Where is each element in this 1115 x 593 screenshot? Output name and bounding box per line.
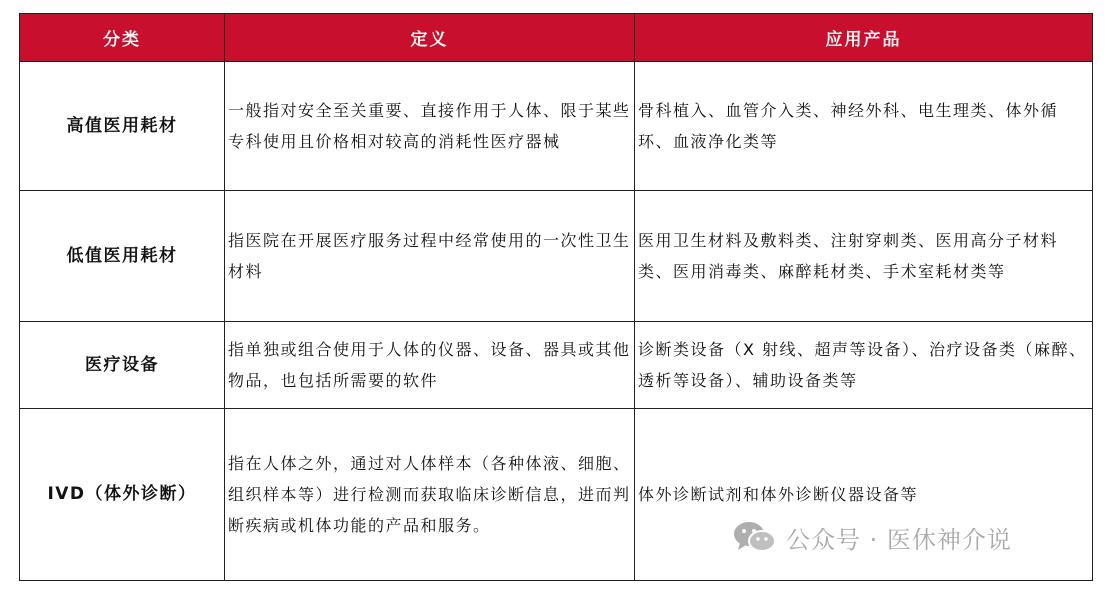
- header-category: 分类: [20, 14, 225, 62]
- row-definition: 一般指对安全至关重要、直接作用于人体、限于某些专科使用且价格相对较高的消耗性医疗器械: [225, 62, 635, 191]
- row-products: 骨科植入、血管介入类、神经外科、电生理类、体外循环、血液净化类等: [635, 62, 1093, 191]
- header-row: [20, 14, 1093, 62]
- wechat-icon: [732, 520, 778, 554]
- classification-table: [19, 13, 1093, 581]
- table-row: [20, 322, 1093, 409]
- header-products: 应用产品: [635, 14, 1093, 62]
- row-products: 医用卫生材料及敷料类、注射穿刺类、医用高分子材料类、医用消毒类、麻醉耗材类、手术室耗材类等: [635, 191, 1093, 322]
- row-definition: 指在人体之外，通过对人体样本（各种体液、细胞、组织样本等）进行检测而获取临床诊断信息，进而判断疾病或机体功能的产品和服务。: [225, 409, 635, 581]
- table-row: [20, 191, 1093, 322]
- row-products: 诊断类设备（X 射线、超声等设备）、治疗设备类（麻醉、透析等设备）、辅助设备类等: [635, 322, 1093, 409]
- row-category: 低值医用耗材: [20, 191, 225, 322]
- row-products: 体外诊断试剂和体外诊断仪器设备等: [635, 409, 1093, 581]
- table-row: [20, 62, 1093, 191]
- row-definition: 指医院在开展医疗服务过程中经常使用的一次性卫生材料: [225, 191, 635, 322]
- row-definition: 指单独或组合使用于人体的仪器、设备、器具或其他物品，也包括所需要的软件: [225, 322, 635, 409]
- header-definition: 定义: [225, 14, 635, 62]
- row-category: 医疗设备: [20, 322, 225, 409]
- watermark: [732, 518, 1012, 556]
- watermark-text: 公众号 · 医休神介说: [786, 525, 1012, 554]
- row-category: IVD（体外诊断）: [20, 409, 225, 581]
- row-category: 高值医用耗材: [20, 62, 225, 191]
